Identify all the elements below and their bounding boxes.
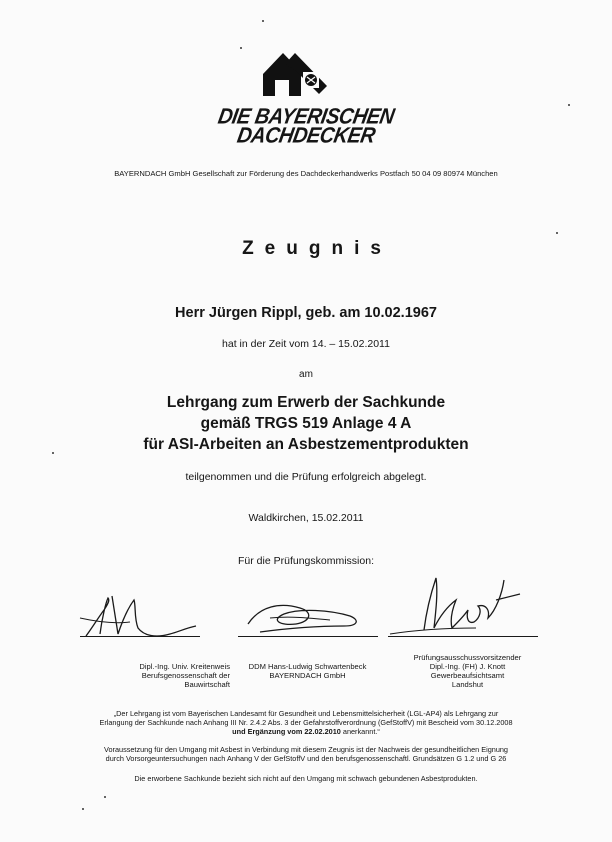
course-period: hat in der Zeit vom 14. – 15.02.2011 <box>222 338 390 350</box>
brand-line-1: DIE BAYERISCHEN <box>216 104 396 130</box>
brand-line-2: DACHDECKER <box>235 123 377 149</box>
signer-1-line-2: Berufsgenossenschaft der <box>141 671 230 680</box>
signature-line-3 <box>388 636 538 637</box>
accreditation-note <box>70 709 542 737</box>
scan-speck <box>52 452 54 454</box>
note-1-line-3-bold: und Ergänzung vom 22.02.2010 <box>232 727 341 737</box>
signature-line-2 <box>238 636 378 637</box>
note-2-line-2: durch Vorsorgeuntersuchungen nach Anhang V der GefStoffV und den berufsgenossenschaftl. Grundsätzen G 1.2 und G 26 <box>105 754 507 764</box>
prerequisite-note <box>70 745 542 763</box>
signature-kreitenweis <box>78 588 204 646</box>
signer-1-line-3: Bauwirtschaft <box>184 680 230 689</box>
signer-3-line-3: Gewerbeaufsichtsamt <box>430 671 505 680</box>
note-1-line-1: „Der Lehrgang ist vom Bayerischen Landesamt für Gesundheit und Lebensmittelsicherheit (LGL-AP4) als Lehrgang zur <box>113 709 499 718</box>
course-title-line-3: für ASI-Arbeiten an Asbestzementprodukten <box>143 436 469 453</box>
commission-label: Für die Prüfungskommission: <box>238 555 374 567</box>
signature-schwartenbeck <box>240 598 372 638</box>
signer-2-line-2: BAYERNDACH GmbH <box>269 671 346 680</box>
signer-3-line-4: Landshut <box>451 680 484 689</box>
organization-address: BAYERNDACH GmbH Gesellschaft zur Förderung des Dachdeckerhandwerks Postfach 50 04 09 80974 München <box>114 169 498 178</box>
signature-line-1 <box>80 636 200 637</box>
scope-note: Die erworbene Sachkunde bezieht sich nicht auf den Umgang mit schwach gebundenen Asbestprodukten. <box>134 774 478 783</box>
scan-speck <box>568 104 570 106</box>
signer-3-line-1: Prüfungsausschussvorsitzender <box>413 653 522 662</box>
document-title: Zeugnis <box>242 238 392 259</box>
connector-am: am <box>299 369 313 380</box>
signer-knott <box>390 653 545 689</box>
signer-3-line-2: Dipl.-Ing. (FH) J. Knott <box>429 662 506 671</box>
note-2-line-1: Voraussetzung für den Umgang mit Asbest in Verbindung mit diesem Zeugnis ist der Nachweis der gesundheitlichen Eignung <box>104 745 508 754</box>
signature-knott <box>386 570 536 640</box>
course-title-line-1: Lehrgang zum Erwerb der Sachkunde <box>166 394 446 411</box>
scan-speck <box>104 796 106 798</box>
scan-speck <box>82 808 84 810</box>
signer-kreitenweis <box>70 662 230 689</box>
roofer-house-hammer-icon <box>261 50 329 98</box>
note-1-line-2: Erlangung der Sachkunde nach Anhang III Nr. 2.4.2 Abs. 3 der Gefahrstoffverordnung (GefStoffV) mit Bescheid vom 30.12.2008 <box>99 718 513 728</box>
scan-speck <box>262 20 264 22</box>
completion-statement: teilgenommen und die Prüfung erfolgreich abgelegt. <box>185 471 427 483</box>
note-1-line-3 <box>70 727 542 736</box>
note-1-line-3-rest: anerkannt.“ <box>340 727 380 737</box>
place-and-date: Waldkirchen, 15.02.2011 <box>248 512 364 524</box>
signer-2-line-1: DDM Hans-Ludwig Schwartenbeck <box>248 662 367 671</box>
signer-1-line-1: Dipl.-Ing. Univ. Kreitenweis <box>139 662 230 671</box>
course-title-line-2: gemäß TRGS 519 Anlage 4 A <box>200 415 412 432</box>
recipient-name: Herr Jürgen Rippl, geb. am 10.02.1967 <box>175 305 437 321</box>
scan-speck <box>556 232 558 234</box>
signer-schwartenbeck <box>220 662 395 680</box>
scan-speck <box>240 47 242 49</box>
